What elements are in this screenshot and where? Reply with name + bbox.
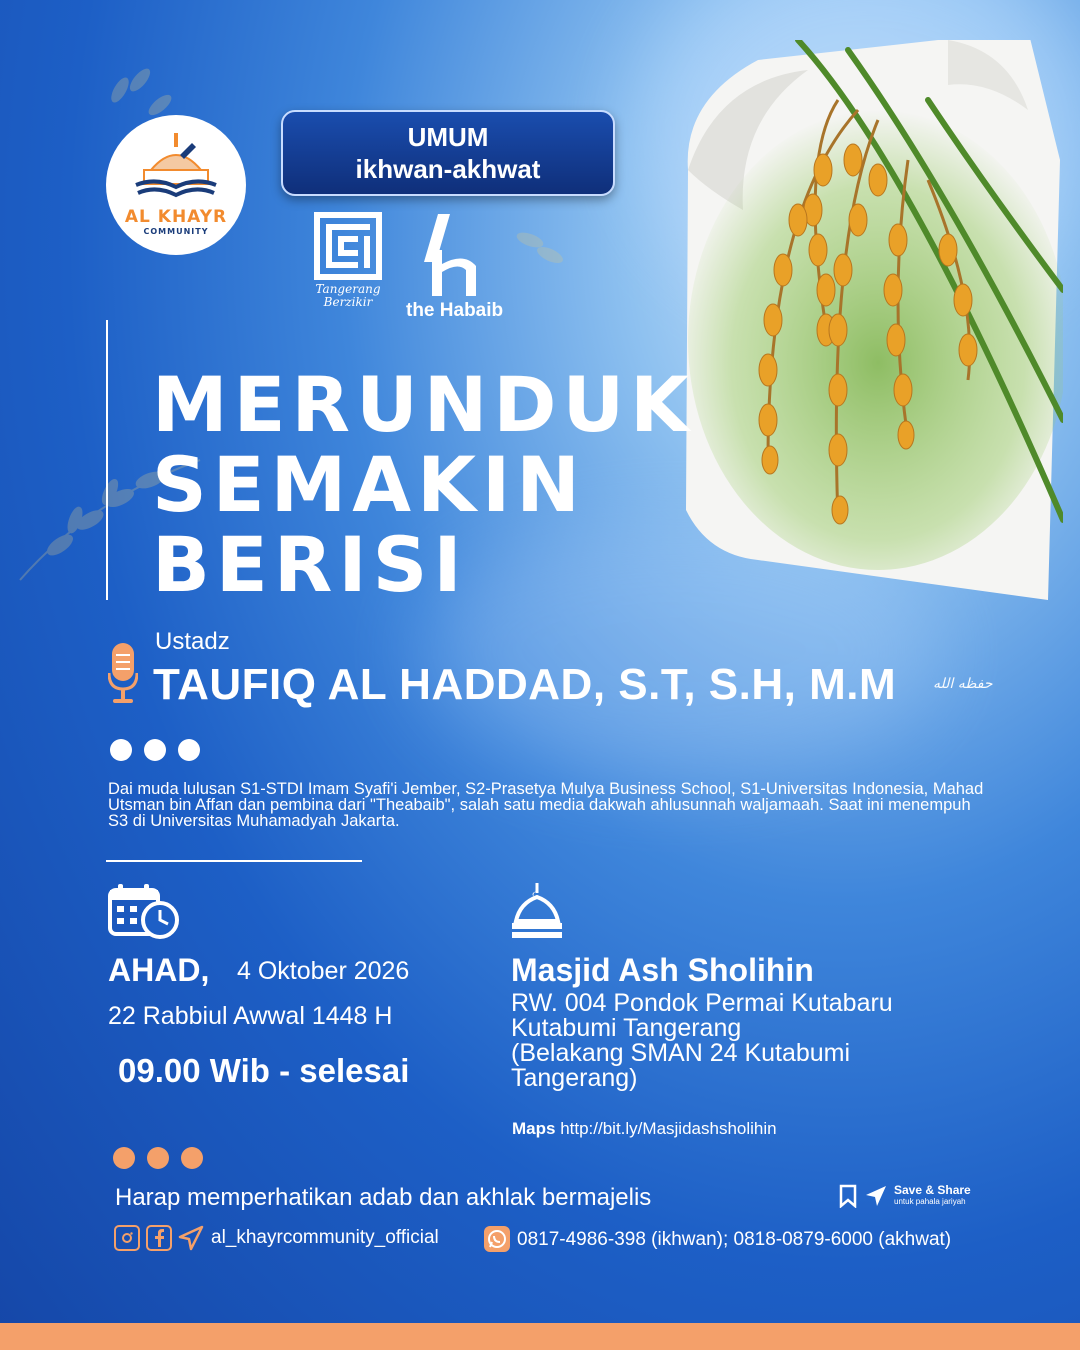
mosque-icon [510, 883, 564, 939]
speaker-honorific: حفظه الله [933, 676, 993, 692]
speaker-prefix: Ustadz [155, 628, 230, 655]
share-subtitle: untuk pahala jariyah [894, 1197, 966, 1206]
dot [110, 739, 132, 761]
dot [181, 1147, 203, 1169]
mosque-book-logo-icon [106, 115, 246, 210]
share-title: Save & Share [894, 1183, 971, 1197]
audience-badge [281, 110, 615, 196]
etiquette-note: Harap memperhatikan adab dan akhlak bermajelis [115, 1184, 652, 1211]
event-date: 4 Oktober 2026 [237, 957, 410, 985]
section-divider [106, 860, 362, 862]
address-line: Tangerang) [511, 1064, 638, 1092]
title-line3: BERISI [152, 520, 468, 609]
event-time: 09.00 Wib - selesai [118, 1052, 410, 1089]
maps-label: Maps [512, 1119, 556, 1138]
address-line: RW. 004 Pondok Permai Kutabaru [511, 989, 893, 1017]
footer-bar [0, 1323, 1080, 1350]
event-day: AHAD, [108, 952, 210, 988]
tangerang-berzikir-label: Tangerang Berzikir [315, 282, 381, 309]
title-divider [106, 320, 108, 600]
tangerang-berzikir-logo-icon [314, 212, 382, 284]
rice-illustration [648, 40, 1063, 610]
maps-link[interactable] [512, 1119, 777, 1139]
divider-dots-white [110, 739, 200, 761]
divider-dots-orange [113, 1147, 203, 1169]
speaker-bio: Dai muda lulusan S1-STDI Imam Syafi'i Jember, S2-Prasetya Mulya Business School, S1-Universitas Indonesia, Mahad Utsman bin Affan dan pembina dari "Theabaib", salah satu media dakwah ahlusunnah waljamaah. Saat ini menempuh S3 di Universitas Muhamadyah Jakarta. [108, 780, 984, 830]
title-line2: SEMAKIN [152, 440, 586, 529]
dot [144, 739, 166, 761]
wheat-decoration-right [500, 220, 580, 280]
venue-name: Masjid Ash Sholihin [511, 952, 814, 988]
the-habaib-label: the Habaib [406, 300, 504, 321]
bookmark-icon[interactable] [838, 1184, 858, 1208]
microphone-icon [108, 643, 138, 705]
the-habaib-logo-icon [424, 214, 484, 296]
whatsapp-icon[interactable] [484, 1226, 510, 1252]
share-text [894, 1185, 971, 1207]
maps-url[interactable]: http://bit.ly/Masjidashsholihin [560, 1119, 777, 1138]
send-icon[interactable] [864, 1184, 888, 1208]
telegram-icon[interactable] [178, 1225, 204, 1251]
social-handle[interactable]: al_khayrcommunity_official [211, 1227, 439, 1248]
calendar-clock-icon [108, 884, 180, 940]
al-khayr-logo [106, 115, 246, 255]
dot [178, 739, 200, 761]
event-hijri-date: 22 Rabbiul Awwal 1448 H [108, 1002, 393, 1030]
dot [113, 1147, 135, 1169]
event-title [152, 360, 696, 609]
title-line1: MERUNDUK [152, 360, 696, 449]
facebook-icon[interactable] [146, 1225, 172, 1251]
contact-phones[interactable]: 0817-4986-398 (ikhwan); 0818-0879-6000 (akhwat) [517, 1229, 952, 1250]
dot [147, 1147, 169, 1169]
badge-line2: ikhwan-akhwat [355, 154, 541, 184]
address-line: Kutabumi Tangerang [511, 1014, 742, 1042]
venue-address [511, 991, 991, 1091]
badge-line1: UMUM [407, 122, 489, 152]
save-share[interactable] [838, 1184, 971, 1208]
address-line: (Belakang SMAN 24 Kutabumi [511, 1039, 851, 1067]
speaker-name: TAUFIQ AL HADDAD, S.T, S.H, M.M [153, 660, 897, 709]
logo-subtitle: COMMUNITY [143, 227, 209, 236]
logo-title: AL KHAYR [124, 207, 228, 227]
instagram-icon[interactable] [114, 1225, 140, 1251]
social-icons [114, 1225, 204, 1251]
